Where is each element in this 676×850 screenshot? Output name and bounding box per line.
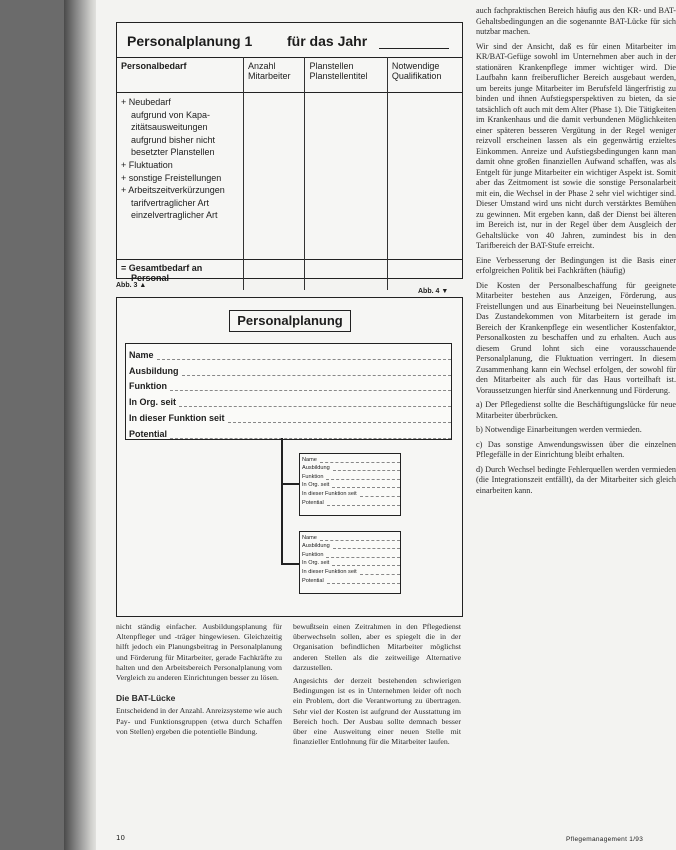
demand-item: + sonstige Freistellungen <box>121 172 222 183</box>
demand-item: tarifvertraglicher Art <box>131 197 210 208</box>
header-qualifikation: Notwendige Qualifikation <box>391 61 442 81</box>
article-paragraph: auch fachpraktischen Bereich häufig aus den KR- und BAT-Gehaltsbedingungen an die sogenannte BAT-Lücke für sich nutzbar machen. <box>476 6 676 36</box>
list-item: d) Durch Wechsel bedingte Fehlerquellen werden vermieden (die Integrationszeit entfällt), da der Mitarbeiter sich gleich einarbeiten kann. <box>476 464 676 495</box>
empty-cell <box>244 260 305 291</box>
card-field-row <box>300 566 400 575</box>
card-field-label: In Org. seit <box>129 397 177 408</box>
card-field-row <box>300 463 400 472</box>
card-field-label: Ausbildung <box>302 543 330 550</box>
figure-4-caption: Abb. 4 ▼ <box>418 288 449 295</box>
personnel-card-diagram <box>116 297 463 617</box>
card-field-row <box>300 454 400 463</box>
fill-in-line <box>326 479 400 480</box>
card-field-row <box>126 423 451 439</box>
article-paragraph: bewußtsein einen Zeitrahmen in den Pflegedienst überwechseln sollen, aber es spiegelt die in der Organisation befindlichen Mitarbeiter möglichst anderen Stellen als die zeitweilige Alternative darzustellen. <box>293 622 461 672</box>
fill-in-line <box>157 359 451 360</box>
card-field-row <box>300 480 400 489</box>
card-field-row <box>126 376 451 392</box>
demand-item: + Neubedarf <box>121 97 171 107</box>
successor-card-1 <box>299 453 401 516</box>
card-field-row <box>126 344 451 360</box>
fill-in-line <box>333 548 400 549</box>
card-field-row <box>126 360 451 376</box>
fill-in-line <box>360 496 400 497</box>
card-field-row <box>300 575 400 584</box>
article-paragraph: nicht ständig einfacher. Ausbildungsplanung für Altenpfleger und -träger hingewiesen. Gleichzeitig hilft jedoch ein Planungsbeitrag in Personalplanung und Förderung für Mitarbeiter, gerade Fachkräfte zu halten und den Arbeitsbereich Personalplanung vom Vergleich zu anderen Einrichtungen besser zu lösen. <box>116 622 282 683</box>
card-field-label: Ausbildung <box>129 365 179 376</box>
empty-cell <box>244 93 305 260</box>
article-paragraph: Die Kosten der Personalbeschaffung für geeignete Mitarbeiter bestehen aus Anzeigen, Förderung, aus Freistellungen und aus Einarbeitung bei Neueinstellungen. Das Zustandekommen von Mitarbeitern ist gerade im Bereich der Krankenpflege ein wesentlicher Kostenfaktor, Personalkosten zu beschaffen und zu erhalten. Auch aus diesem Grund lohnt sich eine vorausschauende Personalplanung, die Fluktuation verringert. In diesem Zusammenhang kann ein Wechsel erfolgen, der sowohl für den Mitarbeiter als auch für das Haus vorteilhaft ist. Voraussetzungen hierfür sind Anerkennung und Förderung. <box>476 280 676 395</box>
header-planstellen: Planstellen Planstellentitel <box>305 58 387 93</box>
figure-3-caption: Abb. 3 ▲ <box>116 282 147 289</box>
fill-in-line <box>179 406 451 407</box>
successor-card-2 <box>299 531 401 594</box>
page-number: 10 <box>116 834 125 842</box>
fill-in-line <box>327 505 400 506</box>
fill-in-line <box>182 375 452 376</box>
fill-in-line <box>332 487 400 488</box>
fill-in-line <box>170 438 451 439</box>
personnel-planning-table <box>116 22 463 283</box>
header-anzahl: Anzahl Mitarbeiter <box>244 58 305 93</box>
connector-line <box>281 438 283 564</box>
book-spine <box>64 0 98 850</box>
demand-items <box>117 93 244 260</box>
fill-in-line <box>332 565 400 566</box>
total-line: Personal <box>131 273 170 283</box>
card-field-row <box>300 497 400 506</box>
fill-in-line <box>320 462 400 463</box>
card-field-row <box>300 558 400 567</box>
card-field-label: Potential <box>302 499 324 506</box>
list-item: c) Das sonstige Anwendungswissen über die einzelnen Pflegefälle in der Einrichtung bleibt erhalten. <box>476 439 676 459</box>
fill-in-line <box>170 390 451 391</box>
card-field-row <box>126 407 451 423</box>
empty-cell <box>387 93 462 260</box>
empty-cell <box>387 260 462 291</box>
article-paragraph: Angesichts der derzeit bestehenden schwierigen Bedingungen ist es in Unternehmen leider oft noch ein Problem, dort die Verantwortung zu übertragen. Sehr viel der Kosten ist aufgrund der Ausstattung im Bereich hoch. Der Ausbau sollte demnach besser über eine Ausweitung einer neuen Stelle mit finanzieller Entlohnung für die Mitarbeiter laufen. <box>293 676 461 747</box>
connector-line <box>281 483 301 485</box>
fill-in-line <box>360 574 400 575</box>
card-field-label: Name <box>302 534 317 541</box>
section-heading: Die BAT-Lücke <box>116 693 176 704</box>
empty-cell <box>305 93 387 260</box>
list-item: a) Der Pflegedienst sollte die Beschäftigungslücke für neue Mitarbeiter überbrücken. <box>476 400 676 420</box>
year-label: für das Jahr <box>287 33 368 49</box>
card-field-label: Ausbildung <box>302 465 330 472</box>
table-title: Personalplanung 1 <box>127 33 253 49</box>
card-field-label: Funktion <box>302 473 324 480</box>
journal-footer: Pflegemanagement 1/93 <box>566 836 644 843</box>
right-article-column <box>476 6 676 500</box>
card-field-label: Potential <box>129 428 168 439</box>
card-field-label: Name <box>302 456 317 463</box>
magazine-page <box>96 0 676 850</box>
card-field-label: In Org. seit <box>302 560 330 567</box>
demand-item: + Arbeitszeitverkürzungen <box>121 185 225 196</box>
empty-cell <box>305 260 387 291</box>
fill-in-line <box>320 540 400 541</box>
fill-in-line <box>327 583 400 584</box>
card-field-row <box>300 549 400 558</box>
card-field-row <box>300 471 400 480</box>
card-field-row <box>126 391 451 407</box>
bottom-column-middle <box>293 622 461 750</box>
card-field-row <box>300 541 400 550</box>
article-paragraph: Eine Verbesserung der Bedingungen ist die Basis einer erfolgreichen Politik bei Fachkräften (häufig) <box>476 255 676 275</box>
card-field-label: Funktion <box>129 381 167 392</box>
connector-line <box>281 563 301 565</box>
list-item: b) Notwendige Einarbeitungen werden vermieden. <box>476 425 642 434</box>
card-field-row <box>300 532 400 541</box>
demand-item: besetzter Planstellen <box>131 147 215 158</box>
main-employee-card <box>125 343 452 440</box>
bottom-column-left <box>116 622 282 740</box>
demand-item: aufgrund von Kapa- <box>131 109 211 120</box>
diagram-title: Personalplanung <box>229 310 351 332</box>
article-paragraph: Entscheidend in der Anzahl. Anreizsysteme wie auch Pay- und Funktionsgruppen (etwa durch Schaffen von Stellen) ergeben die potentielle Bindung. <box>116 706 282 736</box>
fill-in-line <box>326 557 400 558</box>
card-field-label: In dieser Funktion seit <box>129 412 225 423</box>
card-field-label: Funktion <box>302 551 324 558</box>
demand-item: + Fluktuation <box>121 159 173 170</box>
demand-item: zitätsausweitungen <box>131 122 208 133</box>
fill-in-line <box>333 470 400 471</box>
card-field-label: Potential <box>302 577 324 584</box>
card-field-label: In dieser Funktion seit <box>302 568 357 575</box>
card-field-label: In dieser Funktion seit <box>302 490 357 497</box>
card-field-label: In Org. seit <box>302 482 330 489</box>
demand-item: einzelvertraglicher Art <box>131 210 218 221</box>
article-paragraph: Wir sind der Ansicht, daß es für einen Mitarbeiter im KR/BAT-Gefüge sowohl im Unternehmen aber auch in der stationären Krankenpflege immer wichtiger wird. Die Laufbahn kann freiberuflicher Bereich ausgebaut werden, um bereits junge Mitarbeiter im Berufsfeld längerfristig zu binden und ihnen Aufstiegsperspektiven zu bieten, da sie tatsächlich oft auch mit dem Alter (Phase 1). Die Tätigkeiten im Krankenhaus und die damit verbundenen Möglichkeiten einer späteren besseren Vergütung in der Regel weniger reizvoll erscheinen lassen als ein gegenwärtig erzieltes Einkommen. Anreize und Aufstiegsbedingungen kann man damit ohne großen finanziellen Aufwand schaffen, was als Entgelt für junge Mitarbeiter ein wichtiger Aspekt ist. Somit aber das Zeitmoment ist sowie die sonstige Personalarbeit mit ein, die Wechsel in der Phase 2 sehr viel wichtiger sind. Dieser Umstand wird uns nicht durch verstärktes Bemühen zu gewinnen. Mit ergeben kann, daß der Dienst bei älteren im Bereich ist, nur in der Regel über dem Ausgleich der Gehaltslücke von 40 Jahren, zumindest bis in den Tarifbereich der BAT-Stufe erreicht. <box>476 41 676 250</box>
card-field-label: Name <box>129 349 154 360</box>
header-personalbedarf: Personalbedarf <box>117 58 244 93</box>
total-line: = Gesamtbedarf an <box>121 263 203 273</box>
card-field-row <box>300 488 400 497</box>
fill-in-line <box>228 422 451 423</box>
demand-item: aufgrund bisher nicht <box>131 134 216 145</box>
year-blank-line <box>379 48 449 49</box>
planning-grid <box>117 57 462 290</box>
